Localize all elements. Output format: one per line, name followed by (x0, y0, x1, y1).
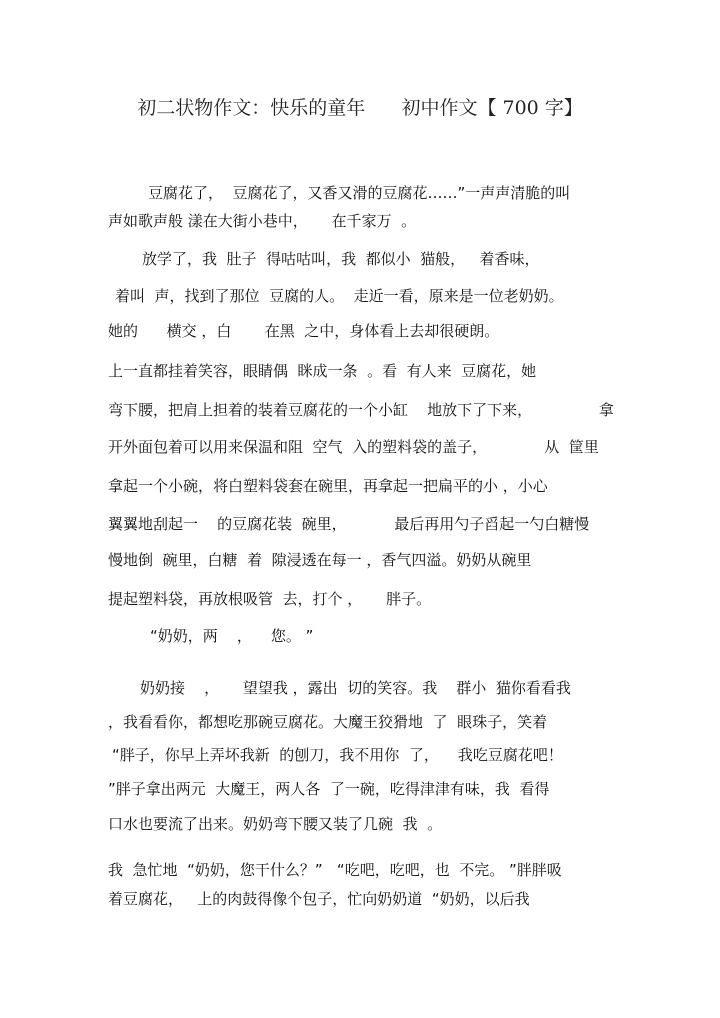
paragraph-line: “奶奶，两 ， 您。 ” (150, 627, 314, 645)
paragraph-line: “胖子，你早上弄坏我新 的刨刀，我不用你 了， 我吃豆腐花吧！ (112, 746, 563, 764)
paragraph-line: 她的 横交 ，白 在黑 之中，身体看上去却很硬朗。 (108, 322, 500, 340)
paragraph-line: ，我看看你，都想吃那碗豆腐花。大魔王狡猾地 了 眼珠子，笑着 (108, 713, 548, 731)
paragraph-line: 奶奶接 ， 望望我 ，露出 切的笑容。我 群小 猫你看看我 (140, 679, 571, 697)
paragraph-line: 上一直都挂着笑容，眼睛偶 眯成一条 。看 有人来 豆腐花，她 (108, 362, 537, 380)
paragraph-line: 口水也要流了出来。奶奶弯下腰又装了几碗 我 。 (108, 815, 443, 833)
paragraph-line: 翼翼地刮起一 的豆腐花装 碗里， 最后再用勺子舀起一勺白糖慢 (108, 515, 590, 533)
paragraph-line: 我 急忙地 “奶奶，您干什么？” “吃吧，吃吧，也 不完。 ”胖胖吸 (108, 861, 562, 879)
paragraph-line: 拿起一个小碗，将白塑料袋套在碗里，再拿起一把扁平的小 ，小心 (108, 477, 548, 495)
paragraph-line: 着豆腐花， 上的肉鼓得像个包子，忙向奶奶道 “奶奶，以后我 (108, 890, 530, 908)
paragraph-line: 放学了，我 肚子 得咕咕叫，我 都似小 猫般， 着香味， (142, 250, 540, 268)
paragraph-line: 提起塑料袋，再放根吸管 去，打个 ， 胖子。 (108, 590, 432, 608)
paragraph-line: ”胖子拿出两元 大魔王，两人各 了一碗，吃得津津有味，我 看得 (108, 780, 550, 798)
paragraph-line: 着叫 声，找到了那位 豆腐的人。 走近一看，原来是一位老奶奶。 (115, 287, 564, 305)
document-title: 初二状物作文：快乐的童年 初中作文【 700 字】 (137, 97, 583, 119)
paragraph-line: 慢地倒 碗里，白糖 着 隙浸透在每一 ，香气四溢。奶奶从碗里 (108, 551, 532, 569)
paragraph-line: 豆腐花了， 豆腐花了，又香又滑的豆腐花……”一声声清脆的叫 (148, 184, 571, 202)
paragraph-line: 声如歌声般 漾在大街小巷中， 在千家万 。 (108, 212, 417, 230)
paragraph-line: 开外面包着可以用来保温和阻 空气 入的塑料袋的盖子， 从 筐里 (108, 438, 599, 456)
paragraph-line: 弯下腰，把肩上担着的装着豆腐花的一个小缸 地放下了下来， 拿 (108, 401, 614, 419)
